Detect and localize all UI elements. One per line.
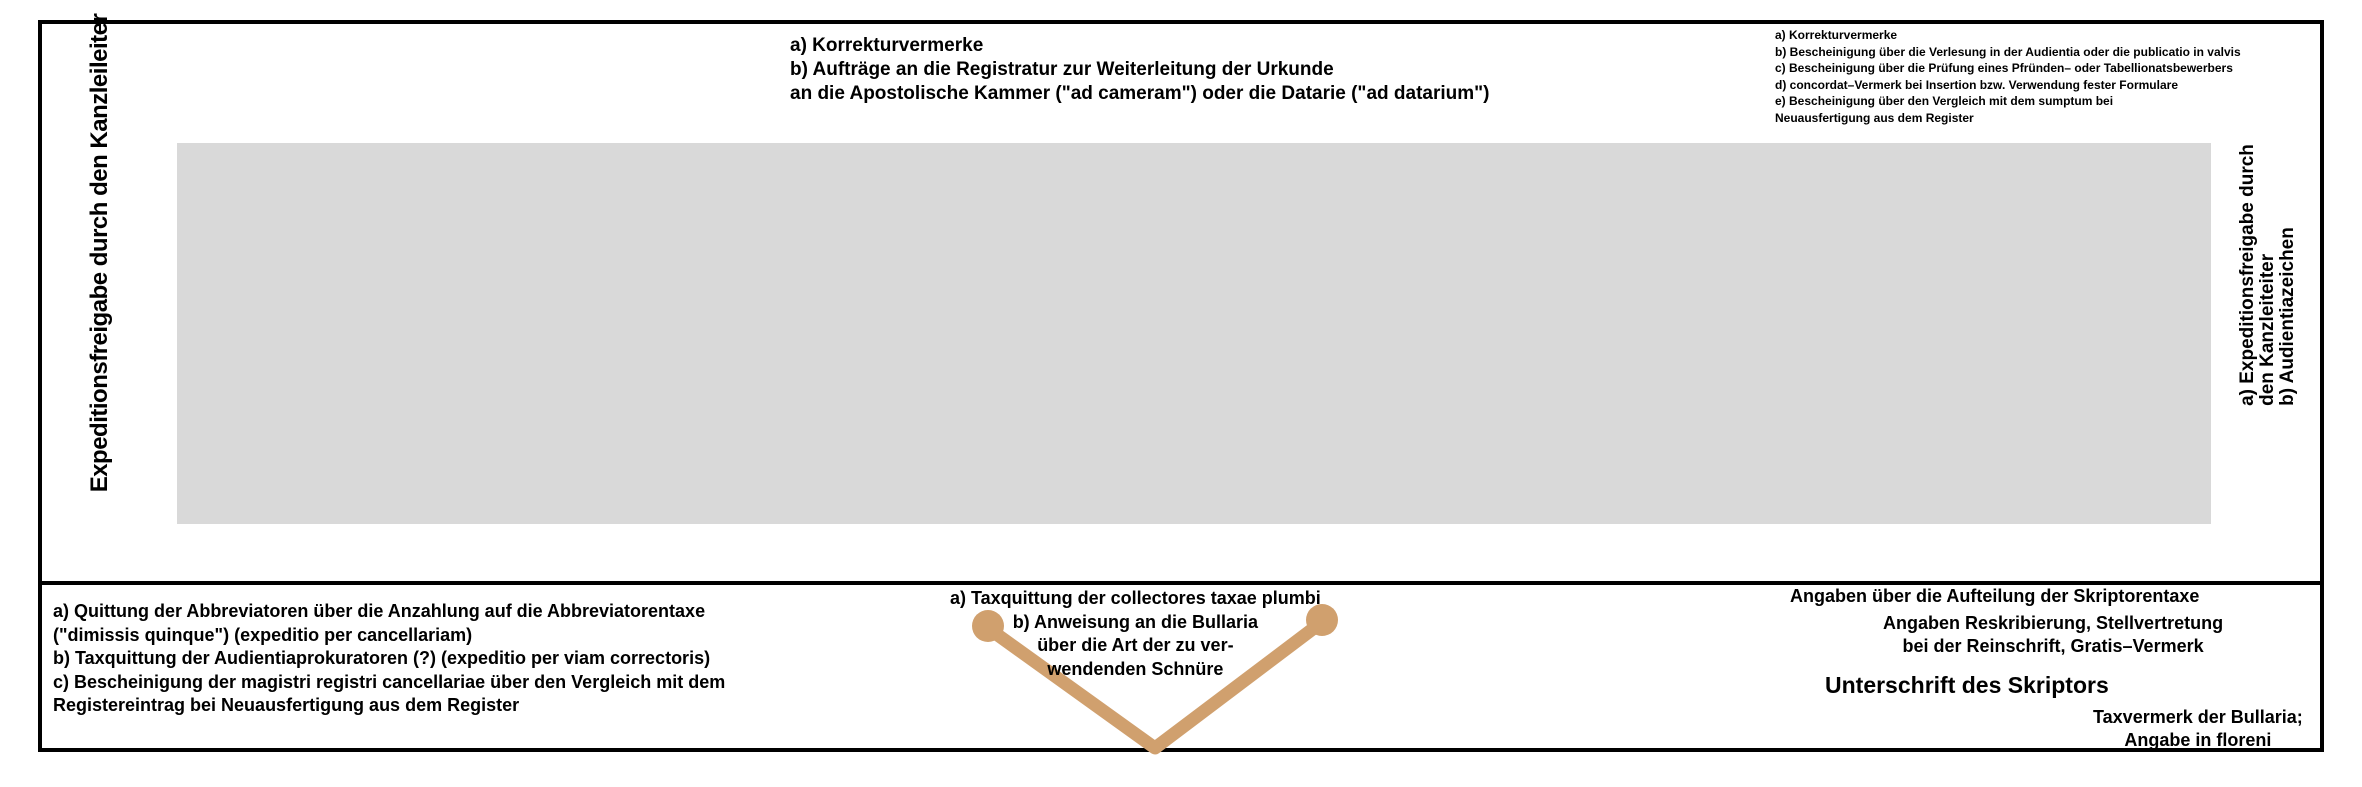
note-line: Registereintrag bei Neuausfertigung aus dem Register (53, 695, 520, 715)
note-line: b) Anweisung an die Bullaria (1012, 611, 1259, 632)
note-line: ("dimissis quinque") (expeditio per cancellariam) (53, 624, 473, 645)
note-line: d) concordat–Vermerk bei Insertion bzw. Verwendung fester Formulare (1775, 77, 2178, 92)
note-line: Neuausfertigung aus dem Register (1775, 110, 1974, 125)
note-line: b) Aufträge an die Registratur zur Weiterleitung der Urkunde (790, 59, 1334, 80)
left-vertical-text: Expeditionsfreigabe durch den Kanzleileiter (86, 13, 113, 493)
note-line: e) Bescheinigung über den Vergleich mit dem sumptum bei (1775, 94, 2114, 108)
note-line: a) Korrekturvermerke (1775, 28, 1898, 42)
rescription-note (1883, 612, 2223, 658)
note-line: b) Taxquittung der Audientiaprokuratoren (?) (expeditio per viam correctoris) (53, 648, 711, 668)
note-line: a) Korrekturvermerke (790, 35, 984, 56)
scriptor-signature: Unterschrift des Skriptors (1825, 672, 2109, 698)
note-line: wendenden Schnüre (1047, 658, 1224, 679)
note-line: c) Bescheinigung über die Prüfung eines Pfründen– oder Tabellionatsbewerbers (1775, 61, 2233, 75)
note-line: Angaben Reskribierung, Stellvertretung (1883, 613, 2224, 633)
note-line: an die Apostolische Kammer ("ad cameram") oder die Datarie ("ad datarium") (790, 83, 1490, 104)
note-line: a) Expeditionsfreigabe durch (2237, 144, 2258, 406)
bullaria-tax-note (2093, 706, 2303, 752)
note-line: Taxvermerk der Bullaria; (2093, 707, 2303, 727)
note-line: Angabe in floreni (2124, 730, 2272, 750)
note-line: b) Audientiazeichen (2277, 227, 2298, 406)
note-line: a) Quittung der Abbreviatoren über die Anzahlung auf die Abbreviatorentaxe (53, 601, 706, 621)
note-line: c) Bescheinigung der magistri registri cancellariae über den Vergleich mit dem (53, 671, 726, 692)
note-line: bei der Reinschrift, Gratis–Vermerk (1902, 636, 2204, 656)
note-line: a) Taxquittung der collectores taxae plumbi (950, 588, 1321, 608)
bottom-center-notes (950, 587, 1321, 681)
note-line: b) Bescheinigung über die Verlesung in der Audientia oder die publicatio in valvis (1775, 44, 2241, 59)
note-line: über die Art der zu ver- (1037, 635, 1234, 655)
note-line: den Kanzleiteiter (2257, 253, 2278, 406)
scriptor-tax-note: Angaben über die Aufteilung der Skriptorentaxe (1790, 586, 2200, 606)
